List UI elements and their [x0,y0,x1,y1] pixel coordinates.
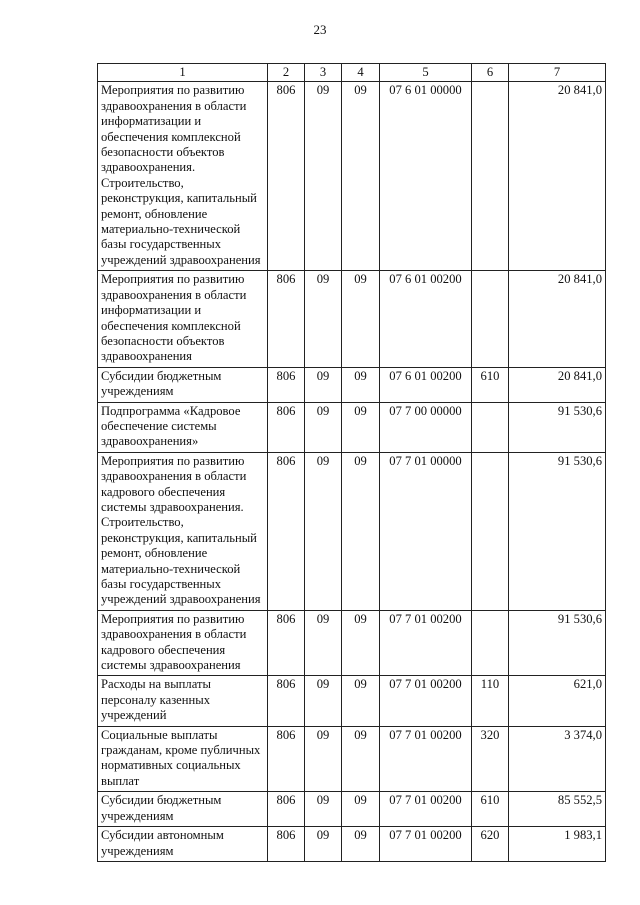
section-code: 09 [305,82,342,271]
table-row [98,792,606,827]
item-name: Мероприятия по развитию здравоохранения в области информатизации и обеспечения комплексной безопасности объектов здравоохранения. Строительство, реконструкция, капитальный ремонт, обновление материально-технической базы государственных учреждений здравоохранения [98,82,268,271]
item-name: Подпрограмма «Кадровое обеспечение системы здравоохранения» [98,402,268,452]
column-header: 5 [380,64,472,82]
grbs-code: 806 [268,610,305,676]
target-article-code: 07 7 00 00000 [380,402,472,452]
expense-type-code [472,402,509,452]
expense-type-code [472,610,509,676]
grbs-code: 806 [268,726,305,792]
target-article-code: 07 7 01 00200 [380,792,472,827]
expense-type-code [472,82,509,271]
subsection-code: 09 [342,726,380,792]
section-code: 09 [305,452,342,610]
table-row [98,452,606,610]
amount: 621,0 [509,676,606,726]
grbs-code: 806 [268,792,305,827]
column-header: 4 [342,64,380,82]
grbs-code: 806 [268,452,305,610]
grbs-code: 806 [268,827,305,862]
item-name: Субсидии автономным учреждениям [98,827,268,862]
budget-table [97,63,606,862]
expense-type-code [472,271,509,367]
item-name: Социальные выплаты гражданам, кроме публичных нормативных социальных выплат [98,726,268,792]
table-row [98,82,606,271]
target-article-code: 07 7 01 00200 [380,827,472,862]
amount: 91 530,6 [509,610,606,676]
item-name: Мероприятия по развитию здравоохранения в области информатизации и обеспечения комплексной безопасности объектов здравоохранения [98,271,268,367]
table-row [98,271,606,367]
subsection-code: 09 [342,452,380,610]
target-article-code: 07 7 01 00200 [380,610,472,676]
grbs-code: 806 [268,676,305,726]
amount: 85 552,5 [509,792,606,827]
amount: 1 983,1 [509,827,606,862]
column-header: 1 [98,64,268,82]
table-row [98,367,606,402]
amount: 91 530,6 [509,452,606,610]
amount: 3 374,0 [509,726,606,792]
header-row [98,64,606,82]
section-code: 09 [305,676,342,726]
expense-type-code [472,452,509,610]
section-code: 09 [305,792,342,827]
subsection-code: 09 [342,271,380,367]
expense-type-code: 620 [472,827,509,862]
section-code: 09 [305,402,342,452]
target-article-code: 07 6 01 00000 [380,82,472,271]
item-name: Мероприятия по развитию здравоохранения в области кадрового обеспечения системы здравоохранения [98,610,268,676]
section-code: 09 [305,271,342,367]
subsection-code: 09 [342,827,380,862]
subsection-code: 09 [342,402,380,452]
grbs-code: 806 [268,402,305,452]
item-name: Расходы на выплаты персоналу казенных учреждений [98,676,268,726]
amount: 20 841,0 [509,271,606,367]
page-number: 23 [313,22,327,37]
section-code: 09 [305,726,342,792]
grbs-code: 806 [268,82,305,271]
target-article-code: 07 7 01 00200 [380,726,472,792]
section-code: 09 [305,367,342,402]
item-name: Субсидии бюджетным учреждениям [98,367,268,402]
column-header: 2 [268,64,305,82]
subsection-code: 09 [342,792,380,827]
target-article-code: 07 7 01 00000 [380,452,472,610]
subsection-code: 09 [342,610,380,676]
item-name: Мероприятия по развитию здравоохранения в области кадрового обеспечения системы здравоохранения. Строительство, реконструкция, капитальный ремонт, обновление материально-технической базы государственных учреждений здравоохранения [98,452,268,610]
table-row [98,726,606,792]
subsection-code: 09 [342,367,380,402]
section-code: 09 [305,827,342,862]
column-header: 7 [509,64,606,82]
amount: 91 530,6 [509,402,606,452]
target-article-code: 07 6 01 00200 [380,271,472,367]
expense-type-code: 110 [472,676,509,726]
expense-type-code: 320 [472,726,509,792]
amount: 20 841,0 [509,367,606,402]
table-row [98,827,606,862]
expense-type-code: 610 [472,367,509,402]
grbs-code: 806 [268,367,305,402]
subsection-code: 09 [342,676,380,726]
column-header: 3 [305,64,342,82]
table-row [98,402,606,452]
target-article-code: 07 6 01 00200 [380,367,472,402]
table-row [98,676,606,726]
item-name: Субсидии бюджетным учреждениям [98,792,268,827]
subsection-code: 09 [342,82,380,271]
expense-type-code: 610 [472,792,509,827]
grbs-code: 806 [268,271,305,367]
table-row [98,610,606,676]
target-article-code: 07 7 01 00200 [380,676,472,726]
amount: 20 841,0 [509,82,606,271]
column-header: 6 [472,64,509,82]
section-code: 09 [305,610,342,676]
